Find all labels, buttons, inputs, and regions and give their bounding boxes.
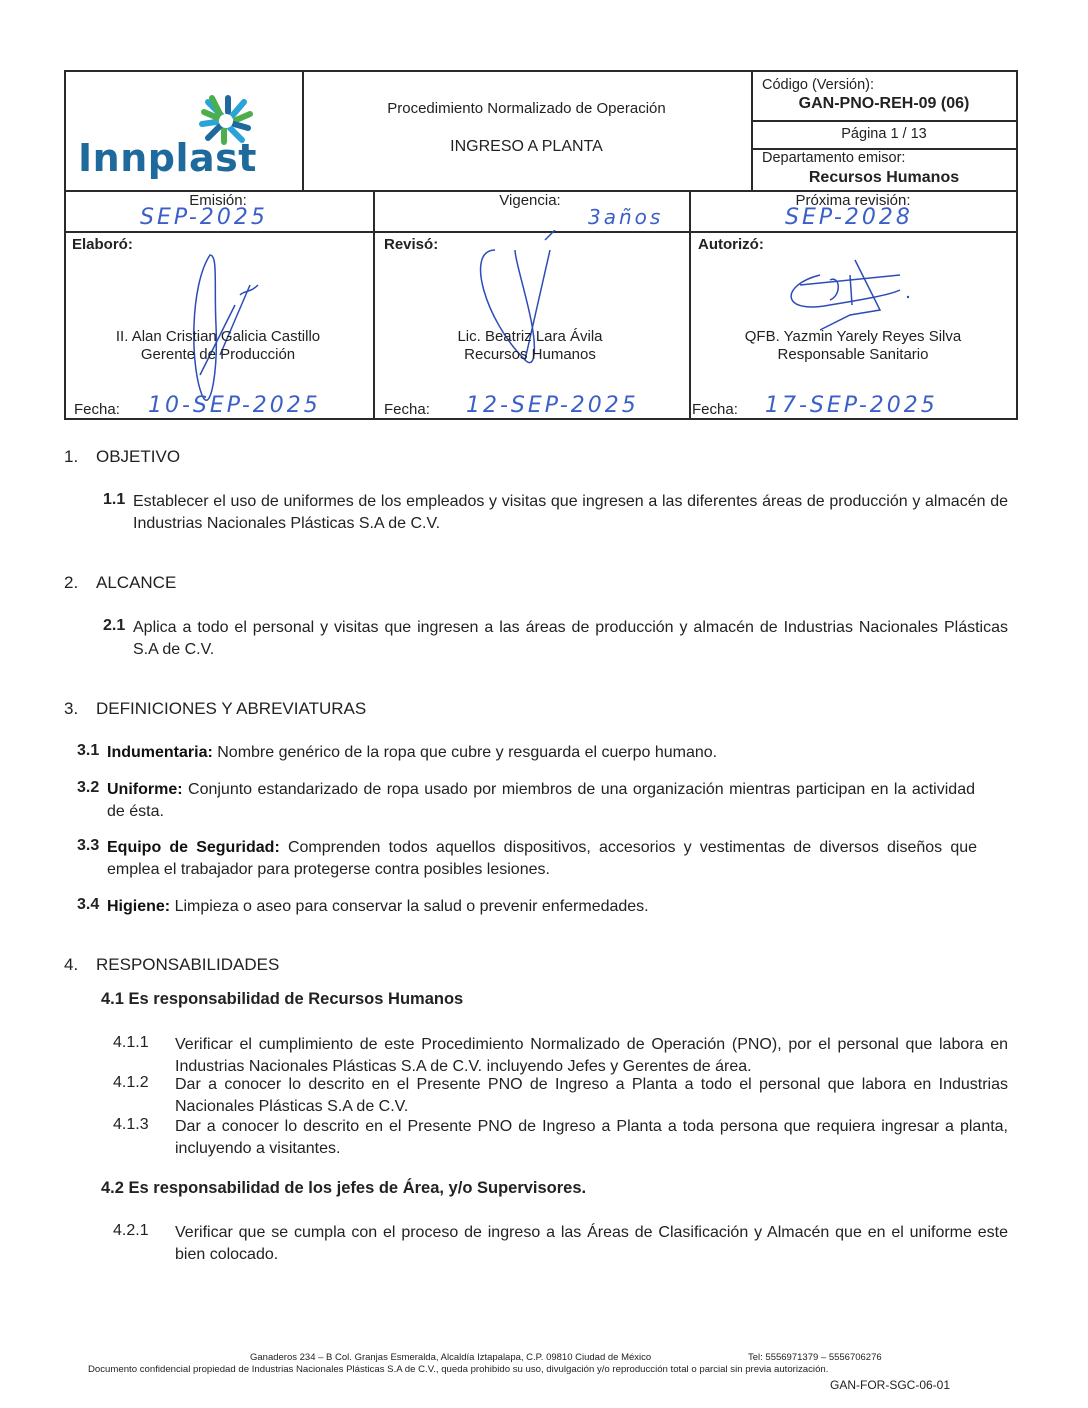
footer-confidential: Documento confidencial propiedad de Industrias Nacionales Plásticas S.A de C.V., queda prohibido su uso, divulgación y/o reproducción total o parcial sin previa autorización. [88,1364,829,1375]
autorizo-name: QFB. Yazmin Yarely Reyes Silva [744,328,962,345]
dept-label: Departamento emisor: [762,150,906,166]
section-number: 3. [64,699,79,718]
alcance-text [133,617,1008,661]
item-text: Establecer el uso de uniformes de los empleados y visitas que ingresen a las diferentes áreas de producción y almacén de Industrias Nacionales Plásticas S.A de C.V. [133,493,1008,532]
definition-term: Higiene: [107,898,171,915]
section-title-objetivo: OBJETIVO [96,447,181,466]
definition-text: Conjunto estandarizado de ropa usado por miembros de una organización mientras participan en la actividad de ésta. [107,781,975,820]
item-number: 3.3 [77,837,100,854]
elaboro-position: Gerente de Producción [140,346,296,363]
divider [302,72,304,191]
responsibility-item: Dar a conocer lo descrito en el Presente PNO de Ingreso a Planta a todo el personal que labora en Industrias Nacionales Plásticas S.A de C.V. [175,1076,1008,1115]
item-number: 2.1 [103,617,126,634]
divider [373,191,375,420]
responsibility-item: Verificar que se cumpla con el proceso de ingreso a las Áreas de Clasificación y Almacén que en el uniforme este bien colocado. [175,1224,1008,1263]
autorizo-label: Autorizó: [698,236,764,253]
item-number: 4.1.1 [113,1034,149,1051]
autorizo-position: Responsable Sanitario [777,346,929,363]
elaboro-fecha-value: 10-SEP-2025 [148,393,321,418]
page-title: INGRESO A PLANTA [450,138,603,155]
section-title-definiciones: DEFINICIONES Y ABREVIATURAS [96,699,367,718]
reviso-position: Recursos Humanos [464,346,596,363]
item-number: 3.2 [77,779,100,796]
elaboro-label: Elaboró: [72,236,133,253]
vigencia-label: Vigencia: [499,192,561,209]
doc-type: Procedimiento Normalizado de Operación [387,100,666,117]
section-number: 2. [64,573,79,592]
section-title-alcance: ALCANCE [96,573,177,592]
company-logo [78,92,288,182]
definition-higiene [107,896,987,918]
definition-text: Nombre genérico de la ropa que cubre y resguarda el cuerpo humano. [217,744,718,761]
code-value: GAN-PNO-REH-09 (06) [798,95,970,112]
objetivo-text [133,491,1008,535]
code-label: Código (Versión): [762,77,875,93]
item-number: 4.2.1 [113,1222,149,1239]
logo-wordmark: Innplast [78,136,257,180]
subsection-title-rh: 4.1 Es responsabilidad de Recursos Humanos [101,990,464,1008]
definition-equipo-seguridad [107,837,977,881]
item-number: 4.1.2 [113,1074,149,1091]
subsection-title-jefes: 4.2 Es responsabilidad de los jefes de Área, y/o Supervisores. [101,1179,587,1197]
responsibility-item: Verificar el cumplimiento de este Procedimiento Normalizado de Operación (PNO), por el personal que labora en Industrias Nacionales Plásticas S.A de C.V. incluyendo Jefes y Gerentes de área. [175,1036,1008,1075]
definition-text: Comprenden todos aquellos dispositivos, accesorios y vestimentas de diversos diseños que emplea el trabajador para protegerse contra posibles lesiones. [107,839,978,878]
vigencia-value: 3años [588,205,664,229]
reviso-label: Revisó: [384,236,439,253]
definition-term: Equipo de Seguridad: [107,839,280,856]
footer-address: Ganaderos 234 – B Col. Granjas Esmeralda, Alcaldía Iztapalapa, C.P. 09810 Ciudad de México [250,1352,652,1363]
reviso-name: Lic. Beatriz Lara Ávila [457,328,603,345]
definition-indumentaria [107,742,987,764]
autorizo-fecha-label: Fecha: [692,401,738,418]
divider [689,191,691,420]
item-number: 3.4 [77,896,100,913]
definition-text: Limpieza o aseo para conservar la salud o prevenir enfermedades. [174,898,649,915]
emision-label: Emisión: [189,192,247,209]
definition-term: Uniforme: [107,781,183,798]
elaboro-fecha-label: Fecha: [74,401,120,418]
proxima-revision-value: SEP-2028 [785,205,913,230]
reviso-fecha-label: Fecha: [384,401,430,418]
elaboro-name: II. Alan Cristian Galicia Castillo [115,328,321,345]
dept-value: Recursos Humanos [808,169,960,186]
item-number: 3.1 [77,742,100,759]
item-number: 1.1 [103,491,126,508]
section-number: 4. [64,955,79,974]
signature-autorizo [780,255,920,335]
footer-form-code: GAN-FOR-SGC-06-01 [830,1378,951,1392]
section-title-responsabilidades: RESPONSABILIDADES [96,955,280,974]
definition-term: Indumentaria: [107,744,213,761]
footer-phone: Tel: 5556971379 – 5556706276 [748,1352,882,1363]
divider [752,120,1016,122]
page-number: Página 1 / 13 [841,126,927,142]
item-number: 4.1.3 [113,1116,149,1133]
definition-uniforme [107,779,975,823]
responsibility-item: Dar a conocer lo descrito en el Presente PNO de Ingreso a Planta a toda persona que requiera ingresar a planta, incluyendo a visitantes. [175,1118,1008,1157]
section-number: 1. [64,447,79,466]
proxima-revision-label: Próxima revisión: [795,192,911,209]
item-text: Aplica a todo el personal y visitas que ingresen a las áreas de producción y almacén de Industrias Nacionales Plásticas S.A de C.V. [133,619,1008,658]
emision-value: SEP-2025 [140,205,268,230]
autorizo-fecha-value: 17-SEP-2025 [765,393,938,418]
reviso-fecha-value: 12-SEP-2025 [466,393,639,418]
